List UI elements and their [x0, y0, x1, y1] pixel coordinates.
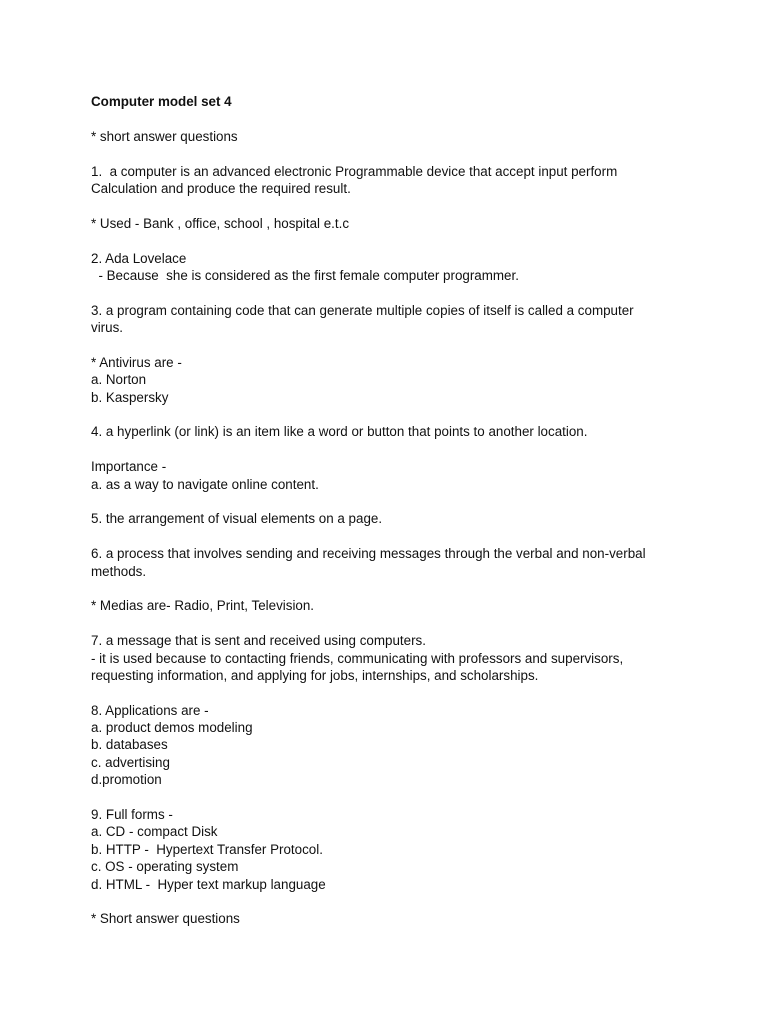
paragraph-spacer [91, 684, 691, 701]
paragraph-12 [91, 632, 691, 684]
paragraph-10 [91, 545, 691, 580]
text-line: 6. a process that involves sending and receiving messages through the verbal and non-verbal [91, 546, 646, 562]
paragraph-spacer [91, 197, 691, 214]
text-line: * Short answer questions [91, 911, 240, 927]
text-line: a. product demos modeling [91, 720, 253, 736]
text-line: - it is used because to contacting friends, communicating with professors and supervisors, [91, 650, 624, 666]
paragraph-8 [91, 458, 691, 493]
paragraph-3 [91, 215, 691, 232]
paragraph-spacer [91, 789, 691, 806]
text-line: a. as a way to navigate online content. [91, 476, 319, 492]
paragraph-6 [91, 354, 691, 406]
text-line: a. CD - compact Disk [91, 824, 218, 840]
text-line: d. HTML - Hyper text markup language [91, 876, 326, 892]
paragraph-spacer [91, 232, 691, 249]
text-line: 2. Ada Lovelace [91, 250, 187, 266]
text-line: 3. a program containing code that can generate multiple copies of itself is called a computer [91, 302, 634, 318]
paragraph-7 [91, 423, 691, 440]
text-line: b. databases [91, 737, 168, 753]
paragraph-5 [91, 302, 691, 337]
paragraph-1 [91, 128, 691, 145]
text-line: a. Norton [91, 372, 147, 388]
text-line: 5. the arrangement of visual elements on a page. [91, 511, 383, 527]
text-line: virus. [91, 320, 123, 336]
text-line: c. OS - operating system [91, 859, 239, 875]
document-body [91, 93, 691, 928]
paragraph-spacer [91, 441, 691, 458]
paragraph-11 [91, 597, 691, 614]
paragraph-spacer [91, 145, 691, 162]
paragraph-14 [91, 806, 691, 893]
paragraph-spacer [91, 493, 691, 510]
text-line: b. Kaspersky [91, 389, 169, 405]
text-line: Importance - [91, 459, 167, 475]
text-line: 1. a computer is an advanced electronic Programmable device that accept input perform [91, 163, 618, 179]
paragraph-spacer [91, 110, 691, 127]
paragraph-2 [91, 163, 691, 198]
text-line: 8. Applications are - [91, 702, 209, 718]
text-line: methods. [91, 563, 147, 579]
paragraph-spacer [91, 336, 691, 353]
text-line: * short answer questions [91, 128, 238, 144]
paragraph-15 [91, 910, 691, 927]
text-line: * Antivirus are - [91, 354, 182, 370]
paragraph-spacer [91, 528, 691, 545]
text-line: 4. a hyperlink (or link) is an item like a word or button that points to another location. [91, 424, 588, 440]
paragraph-spacer [91, 406, 691, 423]
text-line: d.promotion [91, 772, 162, 788]
paragraph-4 [91, 250, 691, 285]
text-line: 9. Full forms - [91, 807, 173, 823]
document-title: Computer model set 4 [91, 94, 232, 109]
paragraph-spacer [91, 893, 691, 910]
paragraph-spacer [91, 580, 691, 597]
text-line: b. HTTP - Hypertext Transfer Protocol. [91, 841, 323, 857]
text-line: Calculation and produce the required result. [91, 180, 351, 196]
text-line: 7. a message that is sent and received using computers. [91, 633, 426, 649]
text-line: c. advertising [91, 754, 170, 770]
paragraph-9 [91, 510, 691, 527]
text-line: * Used - Bank , office, school , hospital e.t.c [91, 215, 350, 231]
text-line: - Because she is considered as the first female computer programmer. [91, 267, 519, 283]
paragraph-spacer [91, 615, 691, 632]
text-line: requesting information, and applying for jobs, internships, and scholarships. [91, 667, 539, 683]
paragraph-spacer [91, 284, 691, 301]
paragraph-13 [91, 702, 691, 789]
text-line: * Medias are- Radio, Print, Television. [91, 598, 315, 614]
